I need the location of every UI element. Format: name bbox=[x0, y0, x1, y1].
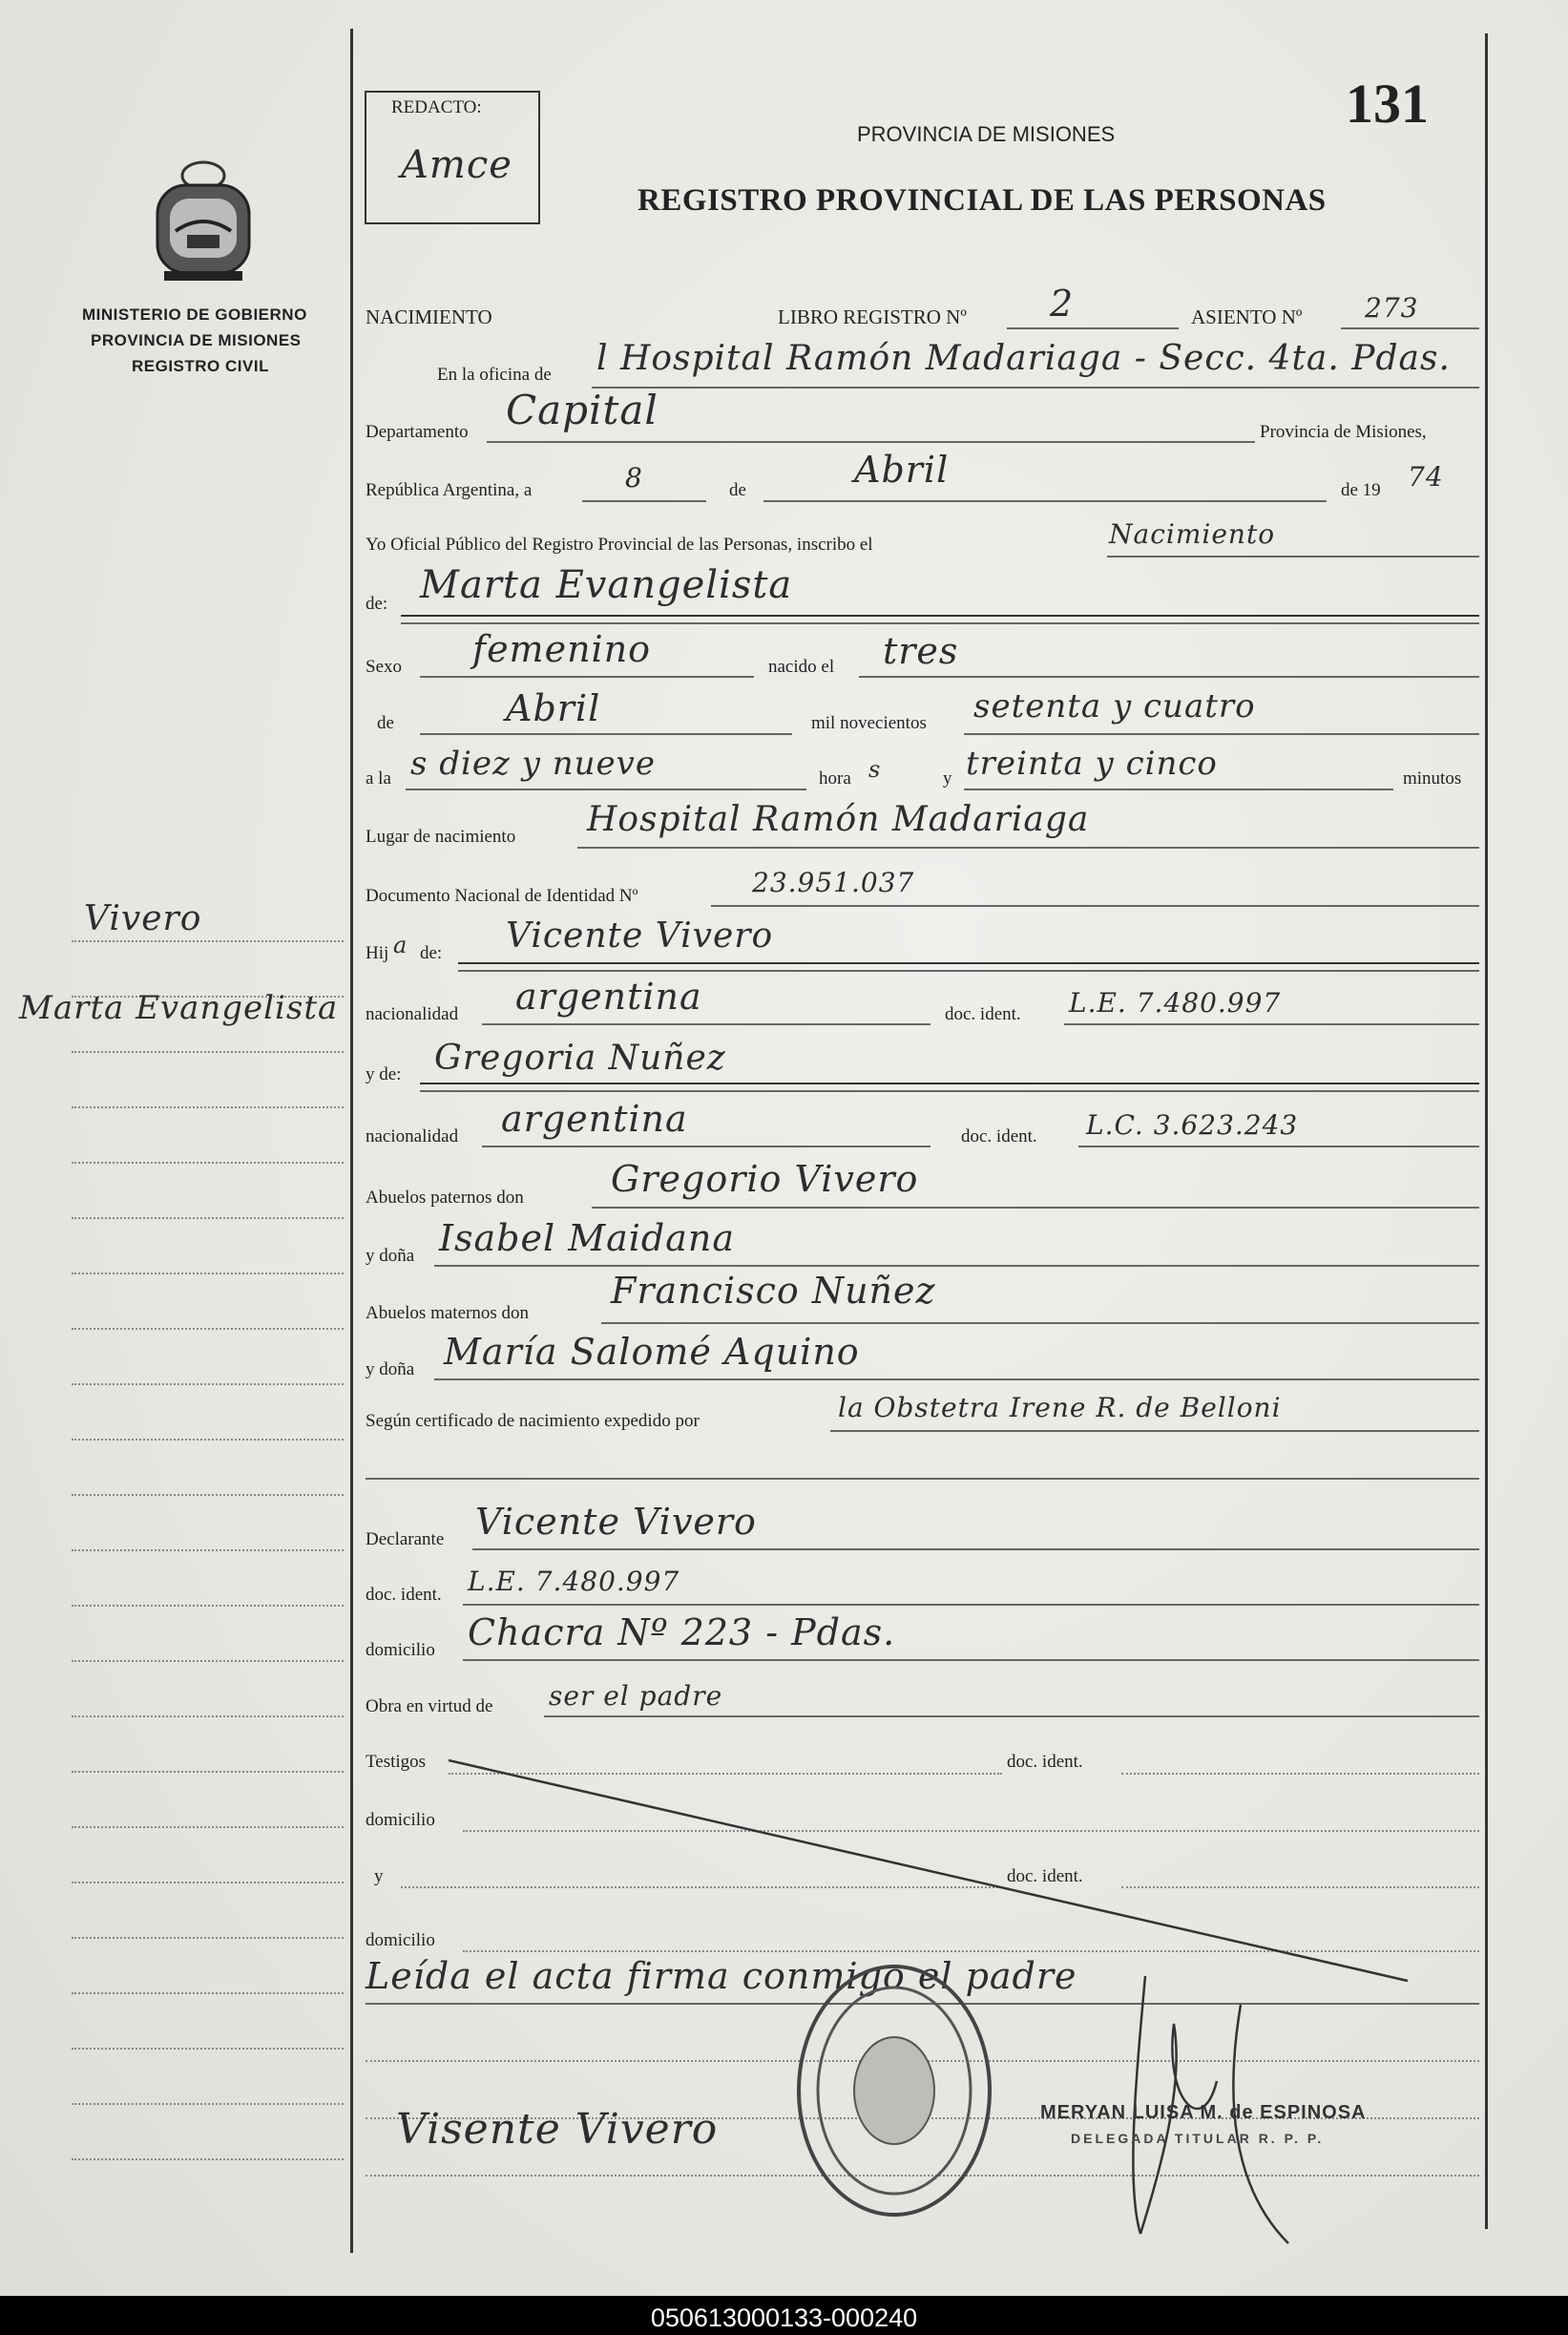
anio-label: de 19 bbox=[1341, 480, 1381, 500]
abuelos-pat-label: Abuelos paternos don bbox=[366, 1188, 524, 1208]
ministry-line-1: MINISTERIO DE GOBIERNO bbox=[82, 305, 307, 324]
nacido-mes-value: Abril bbox=[506, 687, 601, 729]
padre-nac-label: nacionalidad bbox=[366, 1004, 459, 1024]
libro-label: LIBRO REGISTRO Nº bbox=[778, 305, 967, 328]
provincia-label: Provincia de Misiones, bbox=[1260, 422, 1427, 442]
redacto-label: REDACTO: bbox=[391, 97, 482, 117]
testigos-doc-label: doc. ident. bbox=[1007, 1752, 1083, 1772]
redacto-value: Amce bbox=[401, 143, 512, 187]
margin-rule bbox=[72, 940, 344, 942]
mil-label: mil novecientos bbox=[811, 713, 927, 733]
departamento-value: Capital bbox=[506, 387, 659, 433]
y-label: y bbox=[943, 768, 952, 789]
margin-rule bbox=[72, 1383, 344, 1385]
margin-rule bbox=[72, 1549, 344, 1551]
decl-doc-label: doc. ident. bbox=[366, 1585, 442, 1605]
closing-text: Leída el acta firma conmigo el padre bbox=[366, 1955, 1077, 1997]
asiento-label: ASIENTO Nº bbox=[1191, 305, 1303, 328]
margin-apellido: Vivero bbox=[84, 899, 202, 938]
right-border-line bbox=[1485, 33, 1488, 2229]
departamento-label: Departamento bbox=[366, 422, 469, 442]
hij-de-label: de: bbox=[420, 943, 443, 963]
ministry-line-3: REGISTRO CIVIL bbox=[132, 357, 269, 375]
obra-value: ser el padre bbox=[549, 1680, 723, 1712]
margin-rule bbox=[72, 1715, 344, 1717]
margin-rule bbox=[72, 1826, 344, 1828]
abuelo-mat-value: Francisco Nuñez bbox=[611, 1270, 936, 1312]
yde-label: y de: bbox=[366, 1064, 402, 1084]
minutos-value: treinta y cinco bbox=[966, 745, 1218, 783]
official-title: DELEGADA TITULAR R. P. P. bbox=[1071, 2131, 1325, 2146]
official-name: MERYAN LUISA M. de ESPINOSA bbox=[1040, 2102, 1367, 2123]
declarante-label: Declarante bbox=[366, 1529, 445, 1549]
segun-value: la Obstetra Irene R. de Belloni bbox=[838, 1392, 1282, 1423]
abuela-mat-value: María Salomé Aquino bbox=[444, 1331, 860, 1373]
margin-rule bbox=[72, 1494, 344, 1496]
abuelo-pat-value: Gregorio Vivero bbox=[611, 1158, 919, 1200]
abuelos-mat-label: Abuelos maternos don bbox=[366, 1303, 529, 1323]
inscribo-value: Nacimiento bbox=[1109, 518, 1276, 550]
sexo-label: Sexo bbox=[366, 657, 402, 677]
horas-suffix-value: s bbox=[868, 756, 882, 783]
margin-rule bbox=[72, 1106, 344, 1108]
margin-rule bbox=[72, 2103, 344, 2105]
madre-nac-value: argentina bbox=[501, 1098, 688, 1140]
lugar-label: Lugar de nacimiento bbox=[366, 827, 516, 847]
hora-value: s diez y nueve bbox=[410, 745, 656, 783]
padre-doc-value: L.E. 7.480.997 bbox=[1069, 987, 1282, 1019]
padre-value: Vicente Vivero bbox=[506, 916, 774, 956]
nacido-dia-value: tres bbox=[883, 630, 959, 672]
ministry-line-2: PROVINCIA DE MISIONES bbox=[91, 331, 302, 349]
padre-nac-value: argentina bbox=[515, 976, 702, 1018]
horas-label: hora bbox=[819, 768, 851, 789]
abuela-pat-value: Isabel Maidana bbox=[439, 1217, 736, 1259]
lugar-value: Hospital Ramón Madariaga bbox=[587, 800, 1090, 839]
dni-value: 23.951.037 bbox=[752, 867, 915, 898]
de-label: de bbox=[729, 480, 746, 500]
margin-rule bbox=[72, 1882, 344, 1883]
oficina-value: l Hospital Ramón Madariaga - Secc. 4ta. Pdas. bbox=[596, 339, 1451, 378]
madre-doc-label: doc. ident. bbox=[961, 1126, 1037, 1146]
image-id: 050613000133-000240 bbox=[650, 2303, 918, 2332]
padre-doc-label: doc. ident. bbox=[945, 1004, 1021, 1024]
decl-doc-value: L.E. 7.480.997 bbox=[468, 1566, 680, 1597]
anio-value: 74 bbox=[1408, 461, 1444, 493]
provincial-emblem-icon bbox=[143, 155, 263, 288]
testigos-domicilio2-label: domicilio bbox=[366, 1930, 435, 1950]
margin-rule bbox=[72, 1273, 344, 1274]
margin-divider-line bbox=[350, 29, 353, 2253]
margin-rule bbox=[72, 2048, 344, 2050]
ala-label: a la bbox=[366, 768, 391, 789]
abuela-pat-label: y doña bbox=[366, 1246, 415, 1266]
margin-rule bbox=[72, 1439, 344, 1441]
anio-letras-value: setenta y cuatro bbox=[973, 687, 1256, 726]
declarante-value: Vicente Vivero bbox=[475, 1501, 757, 1543]
registry-title: REGISTRO PROVINCIAL DE LAS PERSONAS bbox=[638, 183, 1327, 218]
margin-rule bbox=[72, 1328, 344, 1330]
margin-rule bbox=[72, 2158, 344, 2160]
testigos-doc2-label: doc. ident. bbox=[1007, 1866, 1083, 1886]
domicilio-value: Chacra Nº 223 - Pdas. bbox=[468, 1611, 896, 1653]
oficina-label: En la oficina de bbox=[437, 365, 552, 385]
margin-rule bbox=[72, 1217, 344, 1219]
domicilio-label: domicilio bbox=[366, 1640, 435, 1660]
margin-rule bbox=[72, 1660, 344, 1662]
hij-label: Hij bbox=[366, 943, 389, 963]
abuela-mat-label: y doña bbox=[366, 1359, 415, 1379]
declarante-signature: Visente Vivero bbox=[396, 2105, 719, 2154]
testigos-label: Testigos bbox=[366, 1752, 427, 1772]
margin-rule bbox=[72, 1162, 344, 1164]
cancel-line bbox=[449, 1757, 1412, 1986]
nacido-label: nacido el bbox=[768, 657, 835, 677]
de2-label: de bbox=[377, 713, 394, 733]
madre-nac-label: nacionalidad bbox=[366, 1126, 459, 1146]
record-type-label: NACIMIENTO bbox=[366, 305, 492, 328]
hij-suffix-value: a bbox=[393, 932, 408, 958]
madre-doc-value: L.C. 3.623.243 bbox=[1086, 1109, 1299, 1141]
dni-label: Documento Nacional de Identidad Nº bbox=[366, 886, 638, 906]
margin-rule bbox=[72, 1605, 344, 1607]
sexo-value: femenino bbox=[472, 628, 652, 670]
obra-label: Obra en virtud de bbox=[366, 1696, 493, 1716]
margin-rule bbox=[72, 1771, 344, 1773]
testigos-y-label: y bbox=[374, 1866, 384, 1886]
testigos-domicilio-label: domicilio bbox=[366, 1810, 435, 1830]
minutos-label: minutos bbox=[1403, 768, 1462, 789]
segun-label: Según certificado de nacimiento expedido por bbox=[366, 1411, 700, 1431]
province-title: PROVINCIA DE MISIONES bbox=[857, 122, 1116, 146]
margin-rule bbox=[72, 1051, 344, 1053]
page-number: 131 bbox=[1346, 73, 1429, 135]
republica-label: República Argentina, a bbox=[366, 480, 533, 500]
nombre-value: Marta Evangelista bbox=[420, 563, 793, 607]
oficial-text: Yo Oficial Público del Registro Provincial de las Personas, inscribo el bbox=[366, 535, 873, 555]
official-seal-stamp bbox=[794, 1962, 994, 2219]
asiento-value: 273 bbox=[1365, 292, 1419, 324]
libro-value: 2 bbox=[1050, 283, 1075, 325]
footer-bar bbox=[0, 2296, 1568, 2335]
margin-rule bbox=[72, 1937, 344, 1939]
dia-value: 8 bbox=[625, 462, 643, 494]
margin-rule bbox=[72, 1992, 344, 1994]
de-colon-label: de: bbox=[366, 594, 388, 614]
madre-value: Gregoria Nuñez bbox=[434, 1039, 726, 1078]
margin-nombre: Marta Evangelista bbox=[19, 989, 339, 1027]
mes-value: Abril bbox=[854, 449, 950, 491]
